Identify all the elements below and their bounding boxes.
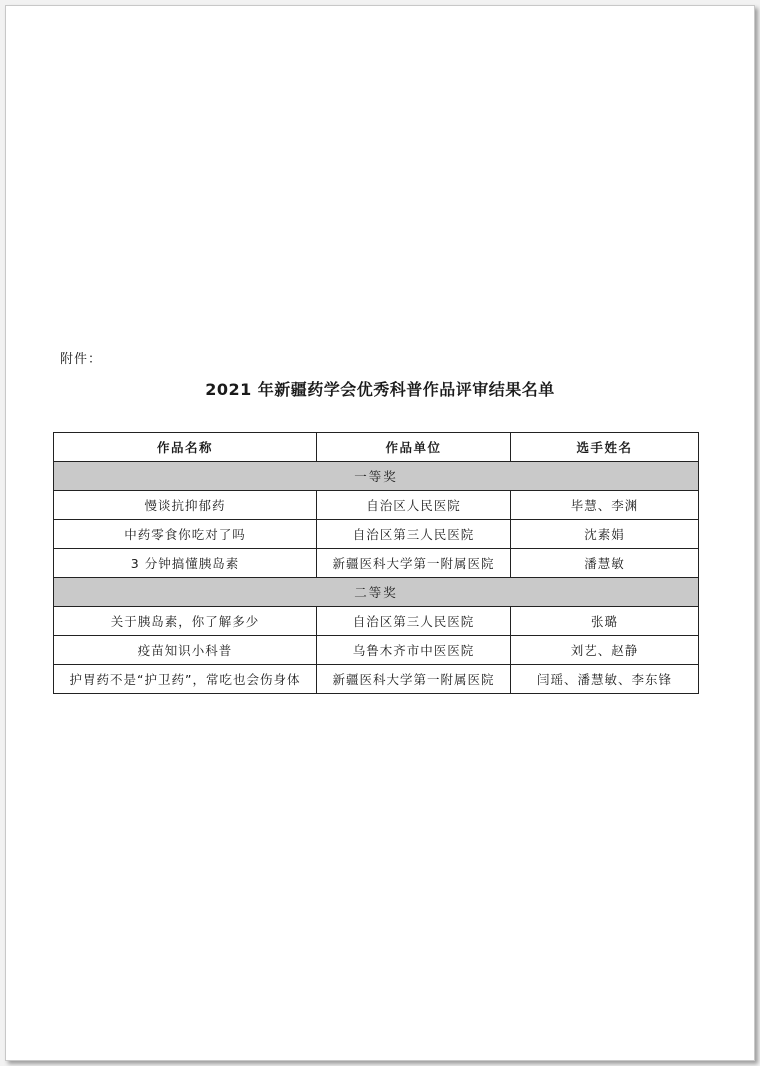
table-header-row bbox=[54, 433, 699, 462]
work-name-cell: 中药零食你吃对了吗 bbox=[54, 520, 317, 549]
document-page bbox=[5, 5, 755, 1061]
group-label: 一等奖 bbox=[54, 462, 699, 491]
organization-cell: 自治区第三人民医院 bbox=[317, 520, 511, 549]
contestant-cell: 刘艺、赵静 bbox=[511, 636, 699, 665]
work-name-cell: 慢谈抗抑郁药 bbox=[54, 491, 317, 520]
organization-cell: 乌鲁木齐市中医医院 bbox=[317, 636, 511, 665]
table-row bbox=[54, 491, 699, 520]
table-row bbox=[54, 636, 699, 665]
contestant-cell: 潘慧敏 bbox=[511, 549, 699, 578]
results-table bbox=[53, 432, 699, 694]
work-name-cell: 疫苗知识小科普 bbox=[54, 636, 317, 665]
organization-cell: 新疆医科大学第一附属医院 bbox=[317, 665, 511, 694]
organization-cell: 自治区人民医院 bbox=[317, 491, 511, 520]
group-label: 二等奖 bbox=[54, 578, 699, 607]
header-work-name: 作品名称 bbox=[54, 433, 317, 462]
contestant-cell: 沈素娟 bbox=[511, 520, 699, 549]
table-row bbox=[54, 549, 699, 578]
contestant-cell: 张璐 bbox=[511, 607, 699, 636]
contestant-cell: 毕慧、李渊 bbox=[511, 491, 699, 520]
table-row bbox=[54, 607, 699, 636]
header-organization: 作品单位 bbox=[317, 433, 511, 462]
document-title: 2021 年新疆药学会优秀科普作品评审结果名单 bbox=[205, 380, 555, 399]
group-row-second-prize bbox=[54, 578, 699, 607]
work-name-cell: 3 分钟搞懂胰岛素 bbox=[54, 549, 317, 578]
work-name-cell: 关于胰岛素，你了解多少 bbox=[54, 607, 317, 636]
group-row-first-prize bbox=[54, 462, 699, 491]
header-contestant: 选手姓名 bbox=[511, 433, 699, 462]
table-row bbox=[54, 665, 699, 694]
work-name-cell: 护胃药不是“护卫药”，常吃也会伤身体 bbox=[54, 665, 317, 694]
table-row bbox=[54, 520, 699, 549]
organization-cell: 自治区第三人民医院 bbox=[317, 607, 511, 636]
attachment-label: 附件： bbox=[60, 352, 103, 367]
contestant-cell: 闫瑶、潘慧敏、李东锋 bbox=[511, 665, 699, 694]
organization-cell: 新疆医科大学第一附属医院 bbox=[317, 549, 511, 578]
